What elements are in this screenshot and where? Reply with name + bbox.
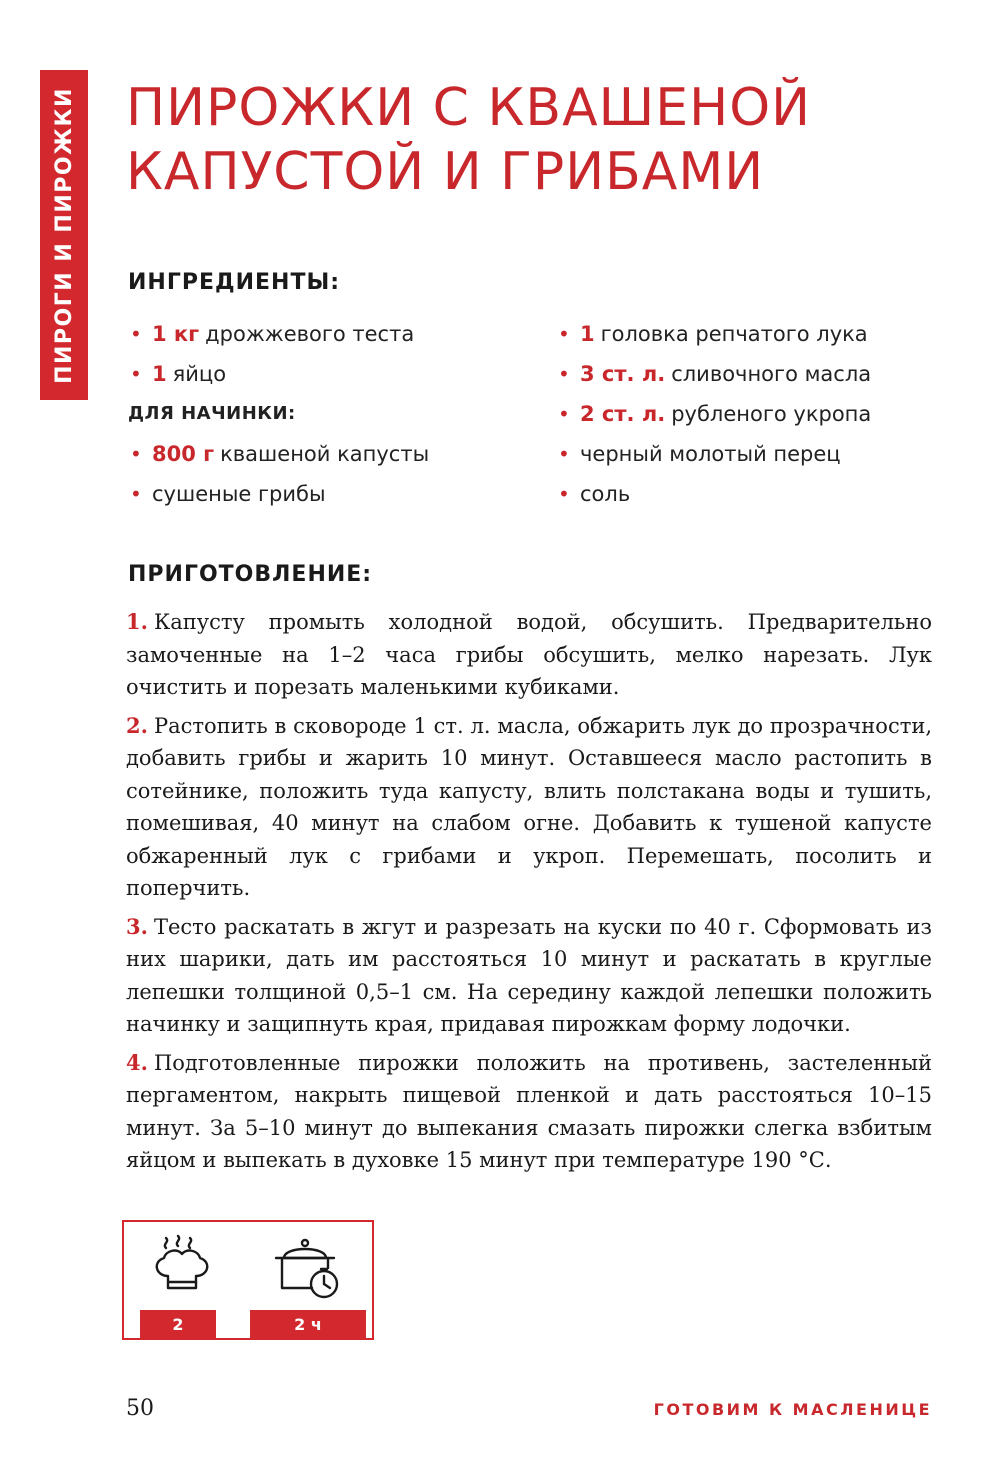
ingredient-amount: 800 г <box>152 442 215 466</box>
step-text: Тесто раскатать в жгут и разрезать на куски по 40 г. Сформовать из них шарики, дать им расстояться 10 минут и раскатать в круглые лепешки толщиной 0,5–1 см. На середину каждой лепешки положить начинку и защипнуть края, придавая пирожкам форму лодочки. <box>126 914 932 1036</box>
step-number: 4. <box>126 1049 148 1075</box>
ingredient-item <box>556 480 871 520</box>
ingredient-amount: 3 ст. л. <box>580 362 666 386</box>
ingredients-heading: ИНГРЕДИЕНТЫ: <box>128 270 341 295</box>
ingredient-item <box>556 320 871 360</box>
ingredients-list-left <box>128 320 429 520</box>
title-line-2: КАПУСТОЙ И ГРИБАМИ <box>126 142 765 202</box>
chef-hat-icon <box>144 1232 220 1302</box>
ingredient-text: яйцо <box>172 362 227 386</box>
ingredient-item <box>556 360 871 400</box>
ingredient-text: сушеные грибы <box>152 482 326 506</box>
book-title-footer: ГОТОВИМ К МАСЛЕНИЦЕ <box>653 1400 932 1419</box>
section-tab-label: ПИРОГИ И ПИРОЖКИ <box>51 86 77 384</box>
ingredient-item <box>556 440 871 480</box>
pot-timer-icon <box>270 1232 346 1302</box>
ingredient-text: сливочного масла <box>671 362 872 386</box>
recipe-title <box>126 76 946 204</box>
ingredient-text: квашеной капусты <box>220 442 430 466</box>
ingredient-amount: 1 кг <box>152 322 200 346</box>
title-line-1: ПИРОЖКИ С КВАШЕНОЙ <box>126 78 812 138</box>
ingredient-amount: 2 ст. л. <box>580 402 666 426</box>
servings-value: 2 <box>140 1310 216 1340</box>
step-text: Капусту промыть холодной водой, обсушить. Предварительно замоченные на 1–2 часа грибы обсушить, мелко нарезать. Лук очистить и порезать маленькими кубиками. <box>126 610 932 699</box>
step-number: 1. <box>126 609 148 634</box>
ingredient-item <box>128 320 429 360</box>
preparation-steps <box>126 606 932 1183</box>
step-text: Подготовленные пирожки положить на противень, застеленный пергаментом, накрыть пищевой пленкой и дать расстояться 10–15 минут. За 5–10 минут до выпекания смазать пирожки слегка взбитым яйцом и выпекать в духовке 15 минут при температуре 190 °С. <box>126 1050 932 1172</box>
ingredient-text: дрожжевого теста <box>205 322 415 346</box>
ingredient-text: черный молотый перец <box>580 442 841 466</box>
ingredient-item <box>128 440 429 480</box>
ingredient-item <box>128 480 429 520</box>
section-tab <box>40 70 88 400</box>
preparation-heading: ПРИГОТОВЛЕНИЕ: <box>128 562 373 587</box>
time-value: 2 ч <box>250 1310 366 1340</box>
ingredient-text: головка репчатого лука <box>600 322 868 346</box>
step-text: Растопить в сковороде 1 ст. л. масла, обжарить лук до прозрачности, добавить грибы и жарить 10 минут. Оставшееся масло растопить в сотейнике, положить туда капусту, влить полстакана воды и тушить, помешивая, 40 минут на слабом огне. Добавить к тушеной капусте обжаренный лук с грибами и укроп. Перемешать, посолить и поперчить. <box>126 713 932 900</box>
ingredient-item <box>128 360 429 400</box>
step-paragraph <box>126 911 932 1041</box>
step-number: 3. <box>126 913 148 939</box>
ingredient-item <box>556 400 871 440</box>
ingredient-text: соль <box>580 482 631 506</box>
filling-heading: ДЛЯ НАЧИНКИ: <box>128 403 296 424</box>
step-paragraph <box>126 710 932 905</box>
step-paragraph <box>126 606 932 704</box>
step-number: 2. <box>126 712 148 738</box>
recipe-info-box <box>122 1220 374 1340</box>
page-number: 50 <box>126 1396 154 1421</box>
ingredient-amount: 1 <box>580 322 595 346</box>
ingredients-list-right <box>556 320 871 520</box>
step-paragraph <box>126 1047 932 1177</box>
ingredient-amount: 1 <box>152 362 167 386</box>
ingredient-text: рубленого укропа <box>671 402 872 426</box>
